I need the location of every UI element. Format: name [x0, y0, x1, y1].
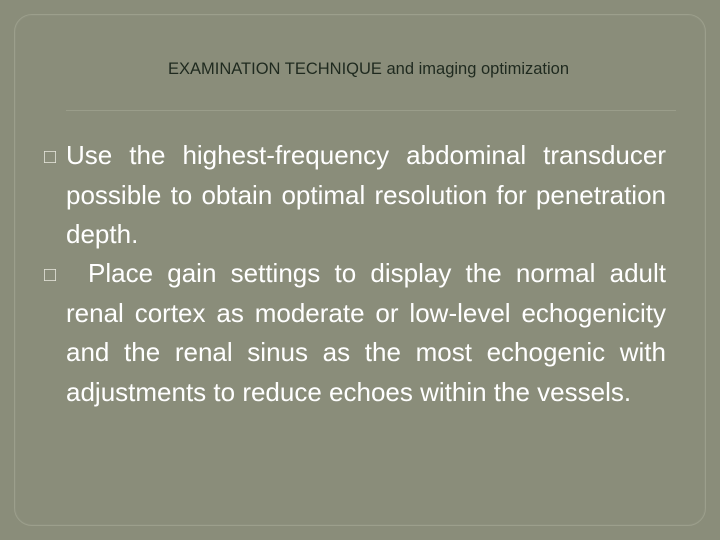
bullet-item-1 [66, 136, 666, 255]
bullet-item-2-text: Place gain settings to display the normal adult renal cortex as moderate or low-level echogenicity and the renal sinus as the most echogenic with adjustments to reduce echoes within the vessels. [66, 258, 666, 407]
bullet-item-2 [66, 254, 666, 412]
slide-title: EXAMINATION TECHNIQUE and imaging optimization [168, 60, 570, 78]
square-bullet-icon: □ [44, 264, 57, 286]
square-bullet-icon: □ [44, 146, 57, 168]
bullet-item-1-text: Use the highest-frequency abdominal transducer possible to obtain optimal resolution for penetration depth. [66, 140, 666, 249]
title-divider [66, 110, 676, 111]
